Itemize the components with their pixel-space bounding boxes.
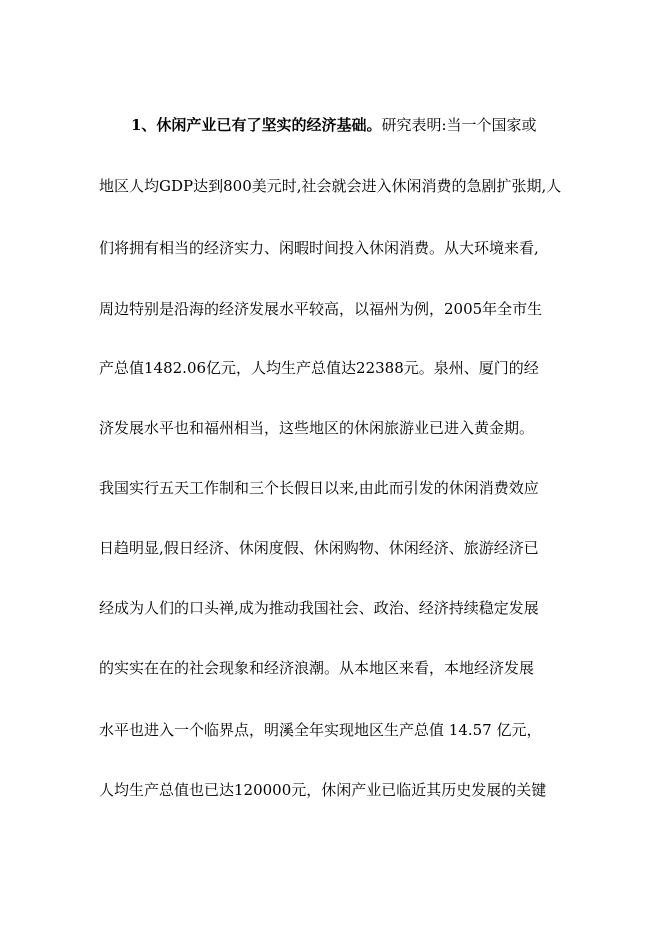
paragraph-line-9: 经成为人们的口头禅,成为推动我国社会、政治、经济持续稳定发展 [99, 599, 539, 617]
paragraph-line-1 [131, 114, 569, 136]
paragraph-line-3: 们将拥有相当的经济实力、闲暇时间投入休闲消费。从大环境来看, [99, 239, 539, 257]
paragraph-line-4: 周边特别是沿海的经济发展水平较高，以福州为例，2005年全市生 [99, 300, 543, 318]
paragraph-line-10: 的实实在在的社会现象和经济浪潮。从本地区来看，本地经济发展 [99, 659, 535, 677]
paragraph-line-8: 日趋明显,假日经济、休闲度假、休闲购物、休闲经济、旅游经济已 [99, 539, 539, 557]
paragraph-line-11: 水平也进入一个临界点，明溪全年实现地区生产总值 14.57 亿元， [99, 721, 542, 739]
paragraph-line-6: 济发展水平也和福州相当，这些地区的休闲旅游业已进入黄金期。 [99, 419, 535, 437]
paragraph-line-2: 地区人均GDP达到800美元时,社会就会进入休闲消费的急剧扩张期,人 [99, 177, 562, 195]
paragraph-line-7: 我国实行五天工作制和三个长假日以来,由此而引发的休闲消费效应 [99, 479, 539, 497]
section-heading: 1、休闲产业已有了坚实的经济基础。 [131, 116, 382, 134]
paragraph-line-12: 人均生产总值也已达120000元，休闲产业已临近其历史发展的关键 [99, 781, 547, 799]
line-1-text: 研究表明:当一个国家或 [381, 116, 537, 134]
paragraph-line-5: 产总值1482.06亿元，人均生产总值达22388元。泉州、厦门的经 [99, 359, 539, 377]
